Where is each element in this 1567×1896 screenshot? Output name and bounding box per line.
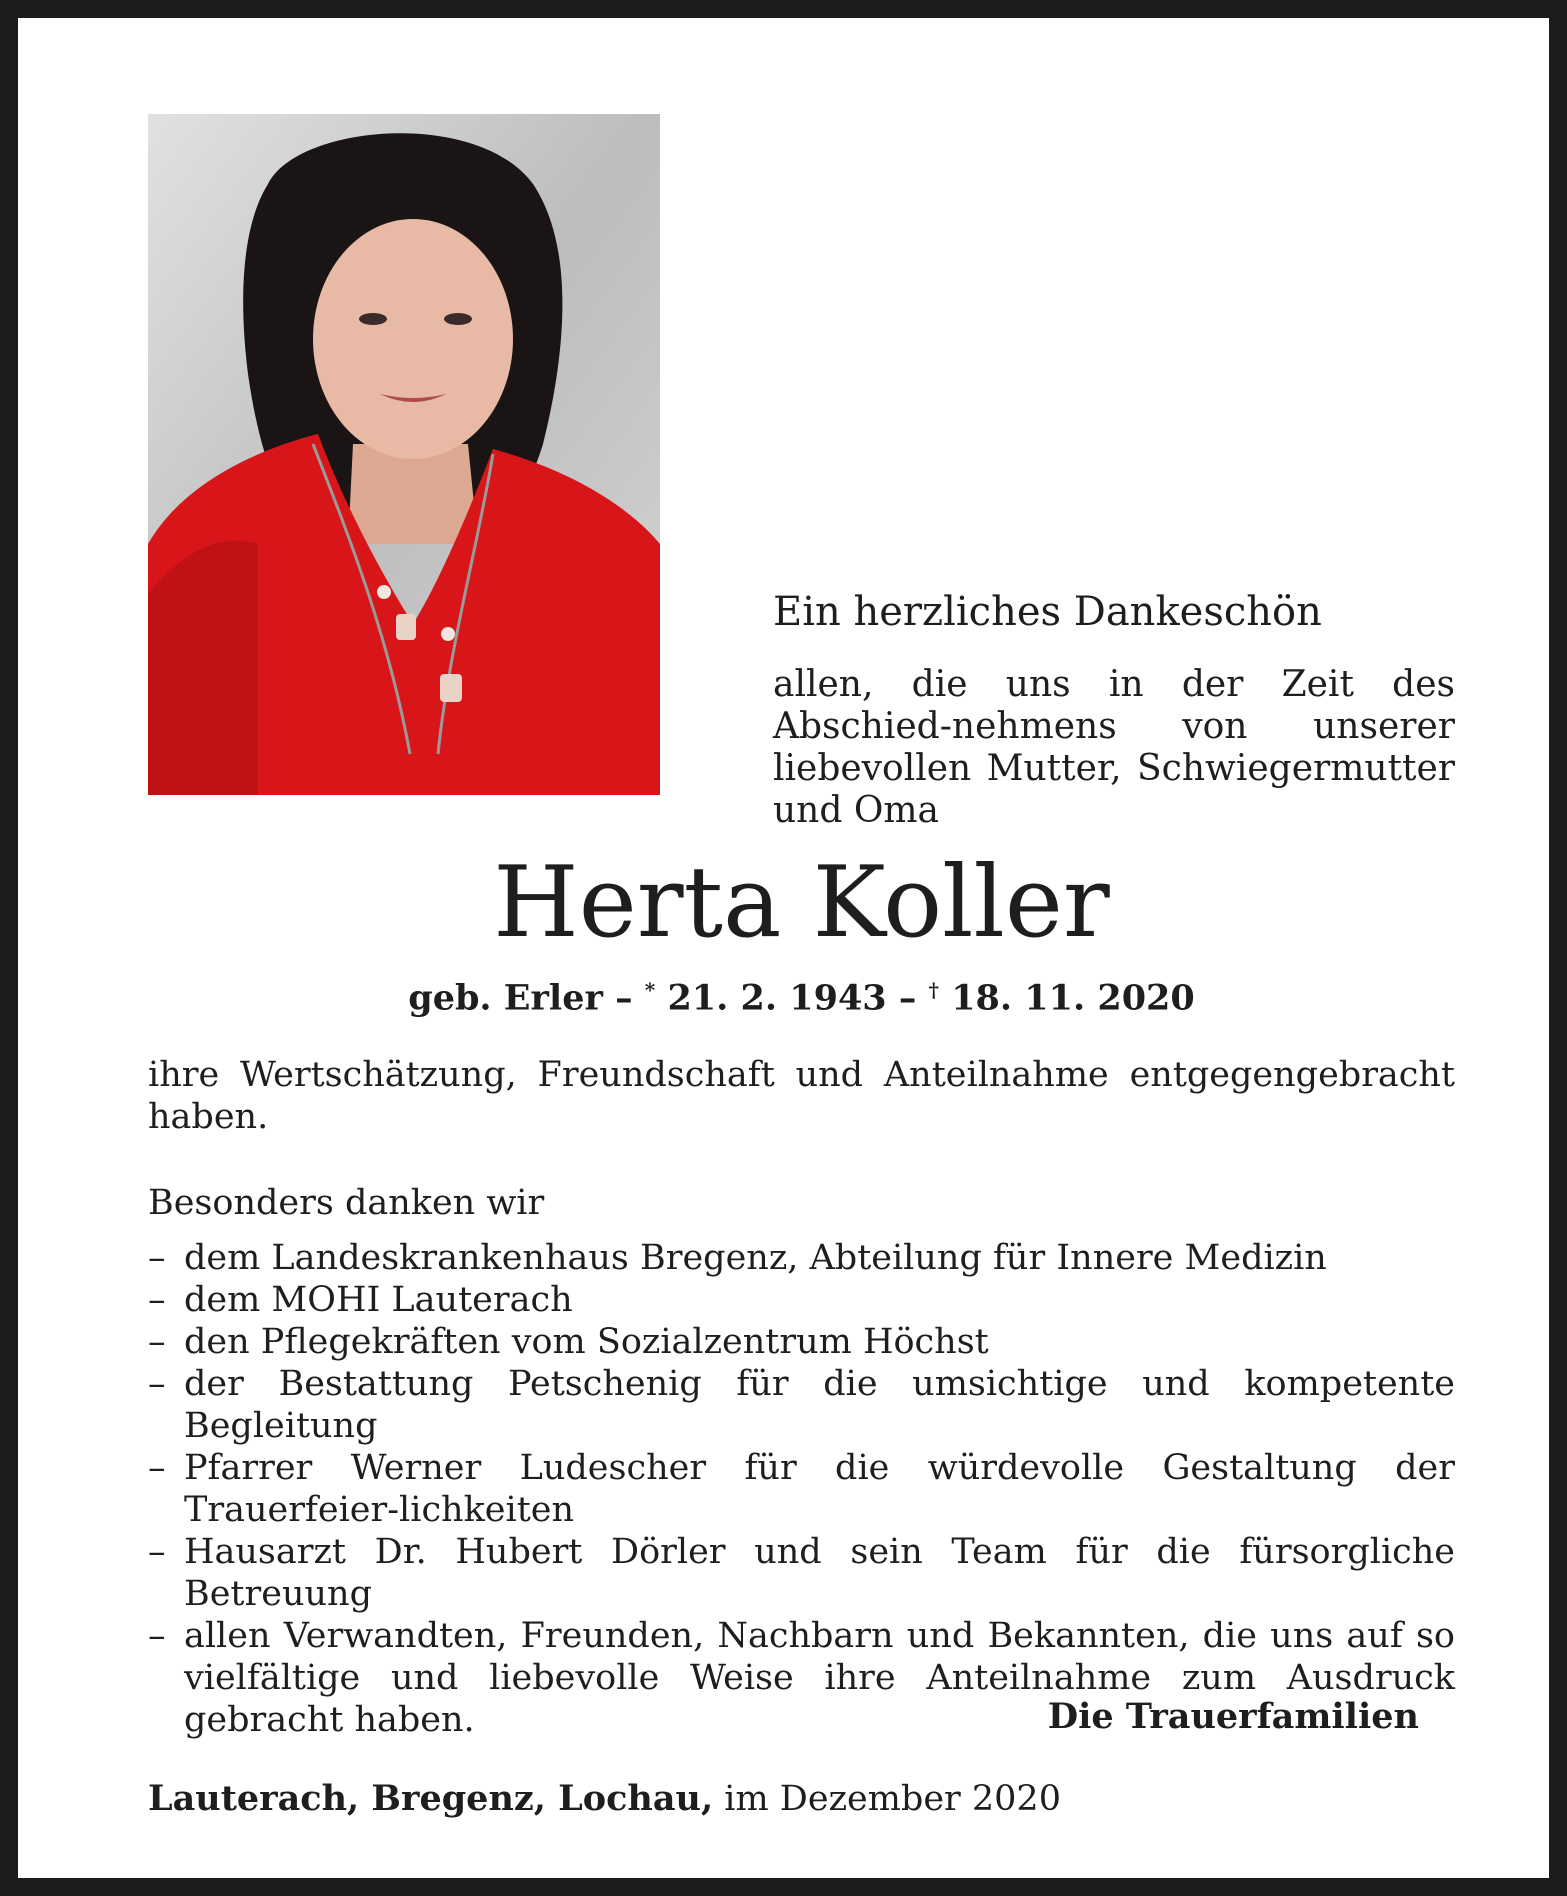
intro-block xyxy=(773,588,1455,832)
list-item xyxy=(148,1321,1455,1363)
portrait-illustration xyxy=(148,114,660,795)
thanks-intro: Besonders danken wir xyxy=(148,1183,545,1223)
portrait-photo xyxy=(148,114,660,795)
list-item xyxy=(148,1363,1455,1447)
intro-title: Ein herzliches Dankeschön xyxy=(773,589,1322,635)
death-symbol: † xyxy=(928,978,940,1002)
list-item-text: dem Landeskrankenhaus Bregenz, Abteilung für Innere Medizin xyxy=(184,1238,1327,1278)
list-item-text: der Bestattung Petschenig für die umsichtige und kompetente Begleitung xyxy=(184,1364,1455,1446)
list-item-text: dem MOHI Lauterach xyxy=(184,1280,573,1320)
list-item xyxy=(148,1447,1455,1531)
place-towns: Lauterach, Bregenz, Lochau, xyxy=(148,1778,714,1819)
place-date-line xyxy=(148,1778,1455,1820)
signature: Die Trauerfamilien xyxy=(1047,1696,1419,1737)
maiden-name: geb. Erler – xyxy=(408,977,645,1019)
birth-symbol: * xyxy=(644,978,656,1002)
dash-bullet: – xyxy=(148,1238,166,1278)
list-item-text: Hausarzt Dr. Hubert Dörler und sein Team für die fürsorgliche Betreuung xyxy=(184,1532,1455,1614)
dash-bullet: – xyxy=(148,1322,166,1362)
place-date: im Dezember 2020 xyxy=(713,1779,1061,1819)
body-text: ihre Wertschätzung, Freundschaft und Anteilnahme entgegengebracht haben. xyxy=(148,1055,1455,1137)
death-date: 18. 11. 2020 xyxy=(939,977,1195,1019)
dash-bullet: – xyxy=(148,1616,166,1656)
dash-bullet: – xyxy=(148,1448,166,1488)
birth-date: 21. 2. 1943 – xyxy=(655,977,929,1019)
life-dates xyxy=(18,969,1567,1020)
dash-bullet: – xyxy=(148,1280,166,1320)
list-item-text: allen Verwandten, Freunden, Nachbarn und Bekannten, die uns auf so vielfältige und liebevolle Weise ihre Anteilnahme zum Ausdruck gebracht haben. xyxy=(184,1616,1455,1740)
list-item xyxy=(148,1237,1455,1279)
intro-text: allen, die uns in der Zeit des Abschied-nehmens von unserer liebevollen Mutter, Schwiegermutter und Oma xyxy=(773,664,1455,831)
list-item xyxy=(148,1279,1455,1321)
dash-bullet: – xyxy=(148,1532,166,1572)
dash-bullet: – xyxy=(148,1364,166,1404)
deceased-name: Herta Koller xyxy=(493,846,1110,960)
list-item xyxy=(148,1531,1455,1615)
list-item-text: Pfarrer Werner Ludescher für die würdevolle Gestaltung der Trauerfeier-lichkeiten xyxy=(184,1448,1455,1530)
thanks-list xyxy=(148,1237,1455,1741)
list-item-text: den Pflegekräften vom Sozialzentrum Höchst xyxy=(184,1322,989,1362)
